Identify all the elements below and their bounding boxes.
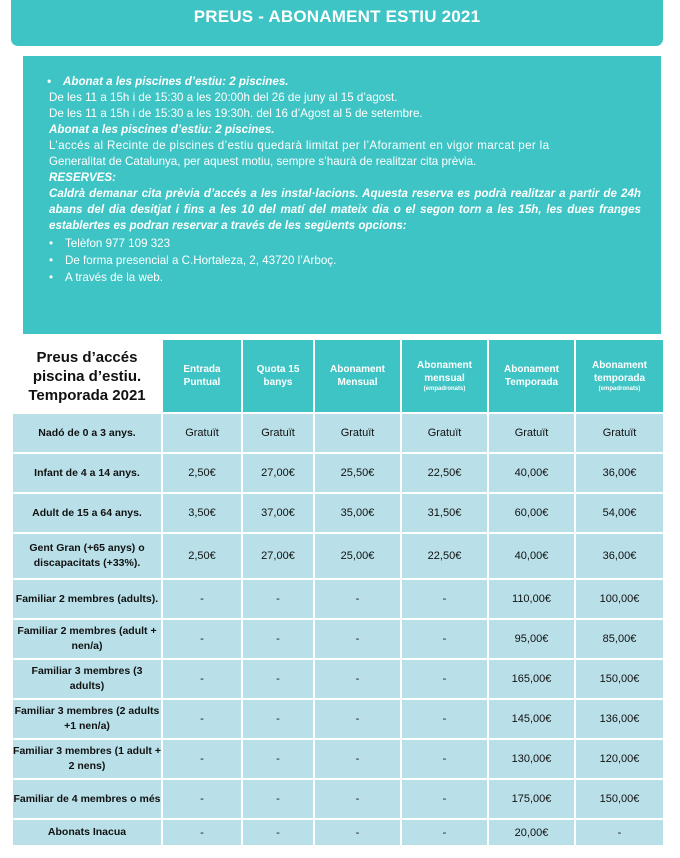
price-cell: 120,00€ (575, 739, 664, 779)
table-row (12, 533, 664, 579)
info-line-1-text: Abonat a les piscines d’estiu: 2 piscines. (63, 75, 289, 88)
corner-line: piscina d’estiu. (32, 367, 142, 385)
col-header-quota (242, 339, 314, 413)
price-cell: - (242, 579, 314, 619)
price-cell: - (314, 739, 401, 779)
col-header-temporada-empadronats (575, 339, 664, 413)
price-cell: 20,00€ (488, 819, 575, 846)
info-line-4: Abonat a les piscines d’estiu: 2 piscines. (49, 123, 275, 136)
price-cell: - (401, 579, 488, 619)
price-cell: 22,50€ (401, 533, 488, 579)
price-cell: 25,50€ (314, 453, 401, 493)
col-header-line: Temporada (504, 377, 559, 388)
price-cell: - (242, 699, 314, 739)
price-cell: 36,00€ (575, 453, 664, 493)
row-label: Gent Gran (+65 anys) o discapacitats (+33%). (12, 533, 162, 579)
col-header-line: Entrada (183, 364, 221, 375)
col-header-line: Abonament (417, 360, 472, 371)
price-cell: - (242, 619, 314, 659)
bullet-icon: • (47, 75, 52, 88)
row-label: Nadó de 0 a 3 anys. (12, 413, 162, 453)
info-line-3: De les 11 a 15h i de 15:30 a les 19:30h. del 16 d’Agost al 5 de setembre. (49, 107, 423, 120)
reservation-option (49, 269, 641, 286)
price-cell: 27,00€ (242, 533, 314, 579)
price-cell: 100,00€ (575, 579, 664, 619)
row-label: Familiar 2 membres (adults). (12, 579, 162, 619)
table-row (12, 413, 664, 453)
price-cell: - (401, 739, 488, 779)
info-line-2: De les 11 a 15h i de 15:30 a les 20:00h del 26 de juny al 15 d’agost. (49, 91, 398, 104)
price-cell: - (162, 779, 242, 819)
table-row (12, 779, 664, 819)
price-cell: 54,00€ (575, 493, 664, 533)
price-cell: 25,00€ (314, 533, 401, 579)
info-line-5: L’accés al Recinte de piscines d’estiu quedarà limitat per l’Aforament en vigor marcat per la (49, 139, 550, 152)
table-row (12, 619, 664, 659)
price-table (11, 338, 665, 847)
row-label: Infant de 4 a 14 anys. (12, 453, 162, 493)
price-cell: 150,00€ (575, 779, 664, 819)
price-cell: - (575, 819, 664, 846)
table-header-row (12, 339, 664, 413)
price-cell: - (162, 659, 242, 699)
price-cell: 36,00€ (575, 533, 664, 579)
col-header-line: mensual (424, 373, 465, 384)
reservation-option (49, 235, 641, 252)
price-cell: - (162, 819, 242, 846)
reserves-text: Caldrà demanar cita prèvia d’accés a les instal·lacions. Aquesta reserva es podrà realitzar a partir de 24h abans del dia desitjat i fins a les 10 del matí del mateix dia o el segon torn a les 15h, les dues franges establertes es podran reservar a través de les següents opcions: (49, 187, 641, 232)
price-cell: - (314, 819, 401, 846)
price-cell: 3,50€ (162, 493, 242, 533)
reservation-options (47, 235, 641, 286)
price-cell: Gratuït (488, 413, 575, 453)
row-label: Familiar de 4 membres o més (12, 779, 162, 819)
price-cell: 40,00€ (488, 533, 575, 579)
info-line-6: Generalitat de Catalunya, per aquest motiu, sempre s’haurà de realitzar cita prèvia. (49, 155, 477, 168)
price-cell: - (162, 739, 242, 779)
price-cell: 27,00€ (242, 453, 314, 493)
price-cell: - (401, 699, 488, 739)
price-cell: - (314, 579, 401, 619)
table-corner-title (12, 339, 162, 413)
price-cell: - (401, 659, 488, 699)
table-row (12, 493, 664, 533)
price-cell: 175,00€ (488, 779, 575, 819)
price-cell: - (314, 659, 401, 699)
price-cell: - (314, 779, 401, 819)
price-cell: - (162, 619, 242, 659)
reservation-option-text: A través de la web. (65, 271, 163, 284)
reserves-heading: RESERVES: (49, 171, 117, 184)
row-label: Adult de 15 a 64 anys. (12, 493, 162, 533)
corner-line: Preus d’accés (36, 348, 138, 366)
table-row (12, 699, 664, 739)
corner-line: Temporada 2021 (28, 386, 146, 404)
row-label: Familiar 2 membres (adult + nen/a) (12, 619, 162, 659)
table-row (12, 579, 664, 619)
price-cell: 35,00€ (314, 493, 401, 533)
price-cell: 136,00€ (575, 699, 664, 739)
price-cell: Gratuït (242, 413, 314, 453)
price-cell: 37,00€ (242, 493, 314, 533)
reservation-option (49, 252, 641, 269)
table-row (12, 739, 664, 779)
reservation-option-text: Telèfon 977 109 323 (65, 237, 171, 250)
price-cell: 110,00€ (488, 579, 575, 619)
price-cell: - (242, 779, 314, 819)
info-box (23, 56, 661, 334)
price-cell: - (162, 699, 242, 739)
row-label: Familiar 3 membres (3 adults) (12, 659, 162, 699)
price-cell: 60,00€ (488, 493, 575, 533)
price-cell: - (314, 619, 401, 659)
col-header-sub: (empadronats) (598, 386, 641, 392)
col-header-line: Puntual (183, 377, 221, 388)
reservation-option-text: De forma presencial a C.Hortaleza, 2, 43720 l’Arboç. (65, 254, 337, 267)
bullet-icon: • (49, 254, 54, 267)
price-cell: - (401, 779, 488, 819)
price-cell: Gratuït (162, 413, 242, 453)
price-cell: 40,00€ (488, 453, 575, 493)
table-row (12, 659, 664, 699)
col-header-mensual (314, 339, 401, 413)
col-header-line: temporada (593, 373, 646, 384)
col-header-temporada (488, 339, 575, 413)
row-label: Abonats Inacua (12, 819, 162, 846)
price-cell: - (314, 699, 401, 739)
table-row (12, 453, 664, 493)
price-cell: - (401, 619, 488, 659)
col-header-line: banys (263, 377, 293, 388)
price-cell: 85,00€ (575, 619, 664, 659)
price-cell: - (162, 579, 242, 619)
price-cell: 22,50€ (401, 453, 488, 493)
row-label: Familiar 3 membres (2 adults +1 nen/a) (12, 699, 162, 739)
page-title: PREUS - ABONAMENT ESTIU 2021 (11, 0, 663, 46)
col-header-sub: (empadronats) (423, 386, 466, 392)
col-header-line: Abonament (330, 364, 385, 375)
price-cell: - (242, 819, 314, 846)
price-cell: 145,00€ (488, 699, 575, 739)
col-header-line: Abonament (504, 364, 559, 375)
price-cell: 165,00€ (488, 659, 575, 699)
price-cell: - (242, 739, 314, 779)
col-header-line: Quota 15 (256, 364, 300, 375)
price-cell: Gratuït (575, 413, 664, 453)
row-label: Familiar 3 membres (1 adult + 2 nens) (12, 739, 162, 779)
col-header-line: Mensual (337, 377, 378, 388)
info-line-1 (47, 74, 641, 90)
col-header-entrada (162, 339, 242, 413)
price-cell: 130,00€ (488, 739, 575, 779)
bullet-icon: • (49, 271, 54, 284)
bullet-icon: • (49, 237, 54, 250)
price-cell: - (401, 819, 488, 846)
price-cell: 95,00€ (488, 619, 575, 659)
price-cell: Gratuït (401, 413, 488, 453)
price-cell: 2,50€ (162, 453, 242, 493)
col-header-line: Abonament (592, 360, 647, 371)
price-cell: Gratuït (314, 413, 401, 453)
price-cell: 31,50€ (401, 493, 488, 533)
col-header-mensual-empadronats (401, 339, 488, 413)
table-row (12, 819, 664, 846)
price-cell: 150,00€ (575, 659, 664, 699)
price-cell: 2,50€ (162, 533, 242, 579)
price-cell: - (242, 659, 314, 699)
